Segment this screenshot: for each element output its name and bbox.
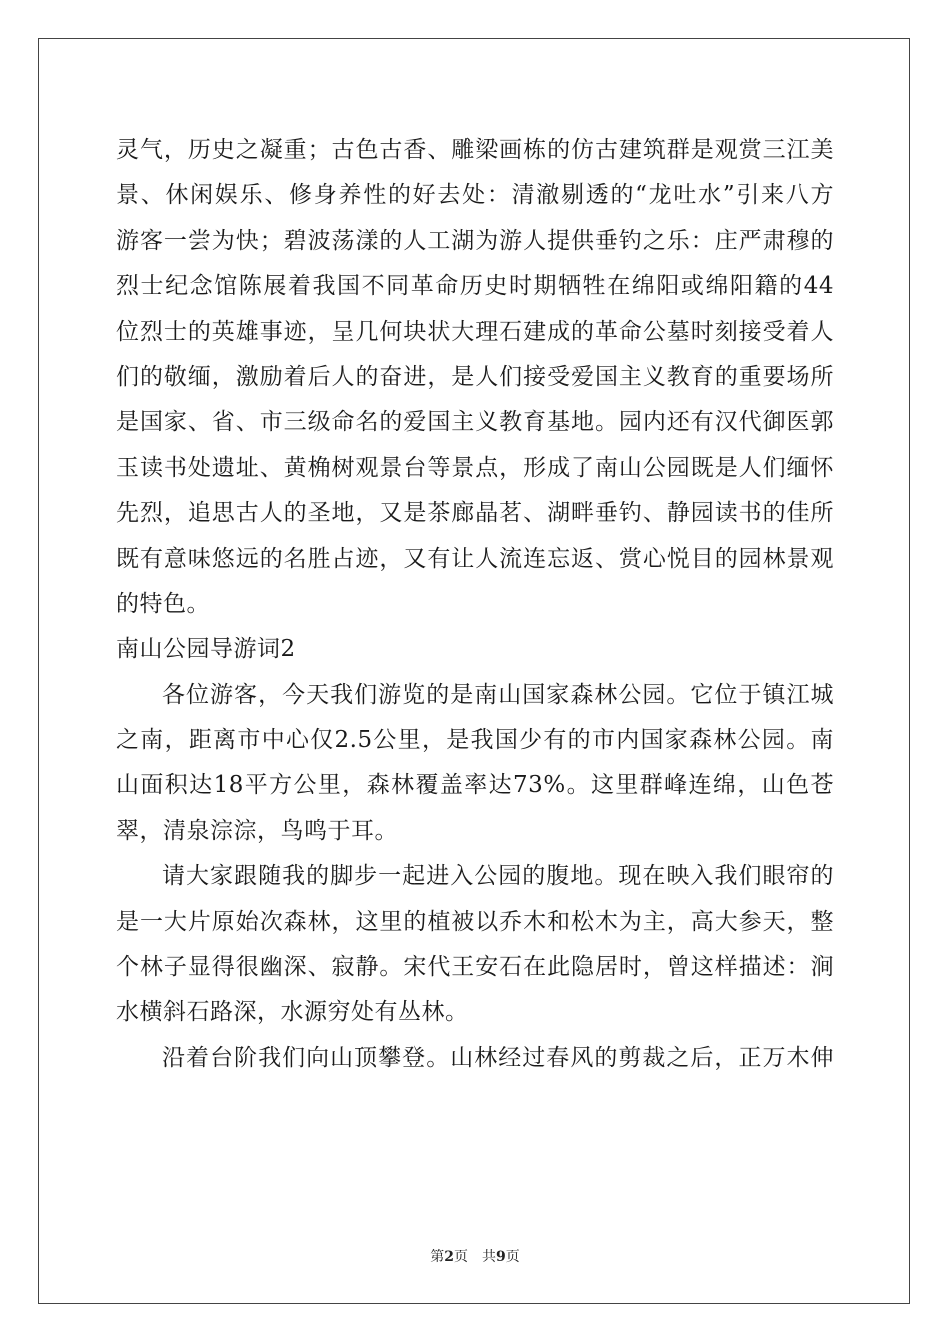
section-heading: 南山公园导游词2 <box>116 636 296 663</box>
footer-mid: 页 共 <box>454 1249 496 1265</box>
total-page-number: 9 <box>496 1249 506 1265</box>
text-line: 翠，清泉淙淙，鸟鸣于耳。 <box>116 817 398 844</box>
footer-suffix: 页 <box>505 1249 520 1265</box>
current-page-number: 2 <box>444 1249 454 1265</box>
text-line: 水横斜石路深，水源穷处有丛林。 <box>116 999 469 1026</box>
text-line: 山面积达18平方公里，森林覆盖率达73%。这里群峰连绵，山色苍 <box>116 772 834 799</box>
document-body <box>116 128 834 1081</box>
footer-prefix: 第 <box>430 1249 445 1265</box>
text-line: 是国家、省、市三级命名的爱国主义教育基地。园内还有汉代御医郭 <box>116 409 834 436</box>
text-line: 各位游客，今天我们游览的是南山国家森林公园。它位于镇江城 <box>162 681 834 708</box>
text-line: 先烈，追思古人的圣地，又是茶廊晶茗、湖畔垂钓、静园读书的佳所 <box>116 500 834 527</box>
text-line: 景、休闲娱乐、修身养性的好去处：清澈剔透的“龙吐水”引来八方 <box>116 182 834 209</box>
text-line: 既有意味悠远的名胜占迹，又有让人流连忘返、赏心悦目的园林景观 <box>116 545 834 572</box>
text-line: 之南，距离市中心仅2.5公里，是我国少有的市内国家森林公园。南 <box>116 727 834 754</box>
page-footer <box>0 1246 950 1266</box>
text-line: 是一大片原始次森林，这里的植被以乔木和松木为主，高大参天，整 <box>116 908 834 935</box>
text-line: 的特色。 <box>116 590 210 617</box>
text-line: 玉读书处遗址、黄桷树观景台等景点，形成了南山公园既是人们缅怀 <box>116 454 834 481</box>
text-line: 烈士纪念馆陈展着我国不同革命历史时期牺牲在绵阳或绵阳籍的44 <box>116 273 834 300</box>
text-line: 灵气，历史之凝重；古色古香、雕梁画栋的仿古建筑群是观赏三江美 <box>116 137 834 163</box>
text-line: 游客一尝为快；碧波荡漾的人工湖为游人提供垂钓之乐：庄严肃穆的 <box>116 227 834 254</box>
text-line: 位烈士的英雄事迹，呈几何块状大理石建成的革命公墓时刻接受着人 <box>116 318 834 345</box>
text-line: 请大家跟随我的脚步一起进入公园的腹地。现在映入我们眼帘的 <box>162 863 834 890</box>
text-line: 们的敬缅，激励着后人的奋进，是人们接受爱国主义教育的重要场所 <box>116 363 834 390</box>
text-line: 沿着台阶我们向山顶攀登。山林经过春风的剪裁之后，正万木伸 <box>162 1044 834 1071</box>
text-line: 个林子显得很幽深、寂静。宋代王安石在此隐居时，曾这样描述：涧 <box>116 954 834 981</box>
